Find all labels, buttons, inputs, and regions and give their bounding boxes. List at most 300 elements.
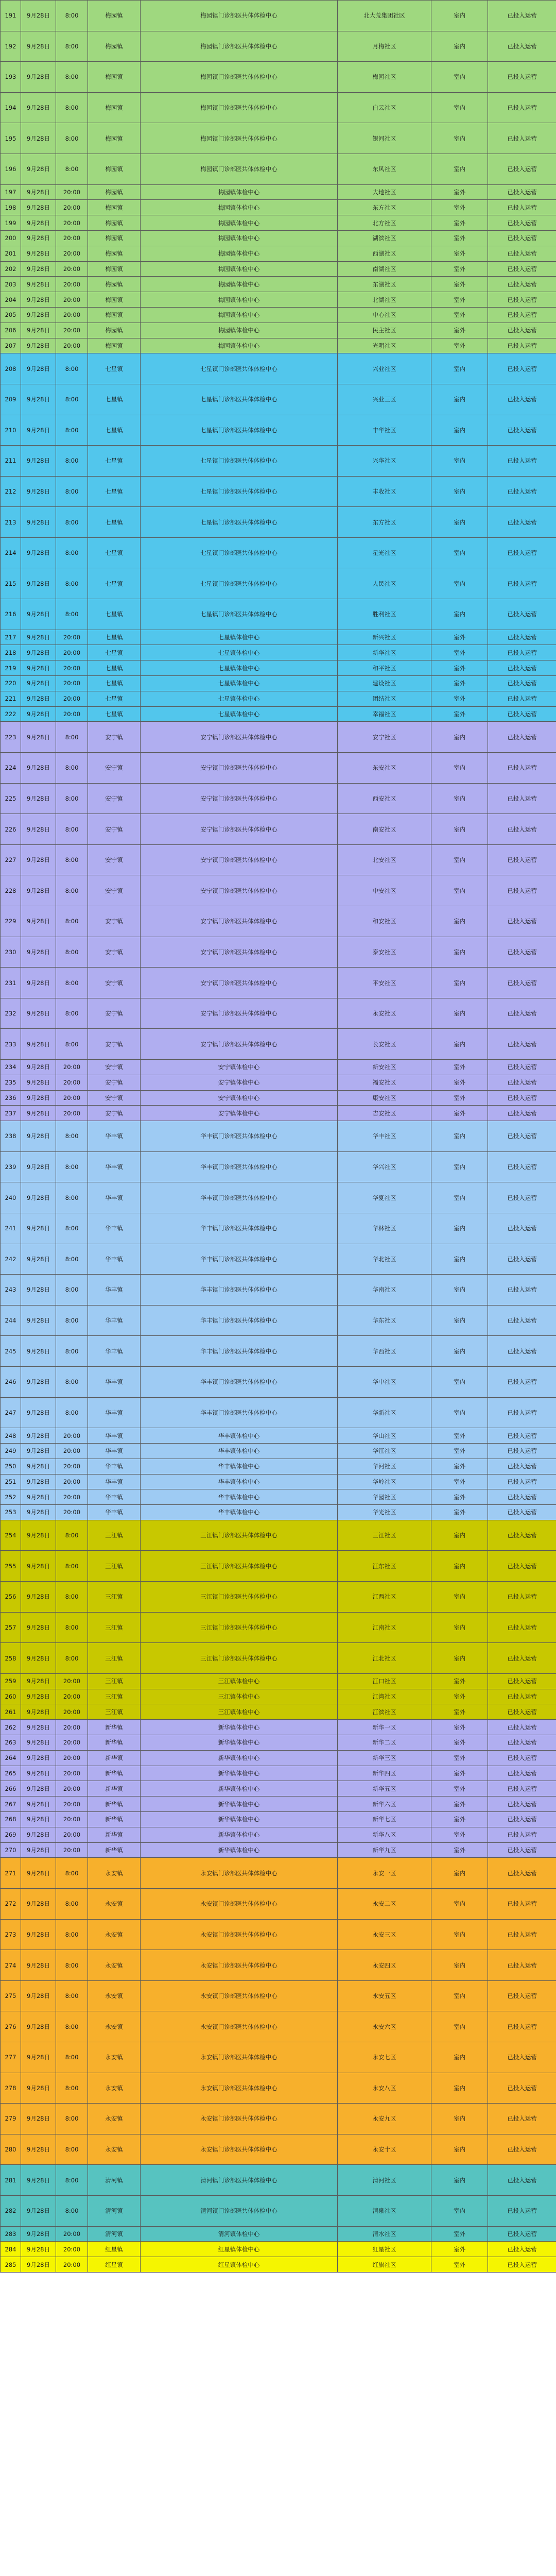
- status-cell: 已投入运营: [488, 1459, 556, 1474]
- point-cell: 华夏社区: [338, 1182, 431, 1213]
- time-cell: 20:00: [56, 338, 88, 353]
- date-cell: 9月28日: [21, 2011, 56, 2042]
- time-cell: 8:00: [56, 1919, 88, 1950]
- table-row: [1, 2011, 556, 2042]
- date-cell: 9月28日: [21, 2104, 56, 2134]
- status-cell: 已投入运营: [488, 1121, 556, 1152]
- row-number: 221: [1, 691, 21, 706]
- table-row: [1, 906, 556, 937]
- town-cell: 华丰镇: [88, 1366, 141, 1397]
- table-row: [1, 1336, 556, 1367]
- table-row: [1, 1075, 556, 1090]
- mark-cell: 室内: [431, 1520, 488, 1551]
- place-cell: 安宁镇门诊部医共体体检中心: [141, 844, 338, 875]
- town-cell: 安宁镇: [88, 1075, 141, 1090]
- status-cell: 已投入运营: [488, 1, 556, 31]
- time-cell: 8:00: [56, 1582, 88, 1613]
- mark-cell: 室外: [431, 2242, 488, 2257]
- mark-cell: 室内: [431, 2165, 488, 2196]
- table-row: [1, 2242, 556, 2257]
- mark-cell: 室内: [431, 353, 488, 384]
- date-cell: 9月28日: [21, 261, 56, 277]
- point-cell: 月梅社区: [338, 31, 431, 62]
- status-cell: 已投入运营: [488, 1980, 556, 2011]
- town-cell: 七星镇: [88, 476, 141, 507]
- table-row: [1, 844, 556, 875]
- status-cell: 已投入运营: [488, 875, 556, 906]
- place-cell: 安宁镇门诊部医共体体检中心: [141, 783, 338, 814]
- place-cell: 七星镇门诊部医共体体检中心: [141, 537, 338, 568]
- date-cell: 9月28日: [21, 1, 56, 31]
- town-cell: 新华镇: [88, 1735, 141, 1751]
- time-cell: 8:00: [56, 968, 88, 998]
- table-row: [1, 599, 556, 630]
- date-cell: 9月28日: [21, 1980, 56, 2011]
- date-cell: 9月28日: [21, 844, 56, 875]
- date-cell: 9月28日: [21, 630, 56, 645]
- status-cell: 已投入运营: [488, 2134, 556, 2165]
- town-cell: 清河镇: [88, 2195, 141, 2226]
- row-number: 248: [1, 1428, 21, 1444]
- row-number: 249: [1, 1443, 21, 1459]
- row-number: 282: [1, 2195, 21, 2226]
- place-cell: 华丰镇体检中心: [141, 1505, 338, 1520]
- point-cell: 华河社区: [338, 1459, 431, 1474]
- place-cell: 永安镇门诊部医共体体检中心: [141, 2011, 338, 2042]
- point-cell: 西安社区: [338, 783, 431, 814]
- mark-cell: 室内: [431, 2195, 488, 2226]
- row-number: 214: [1, 537, 21, 568]
- mark-cell: 室内: [431, 1029, 488, 1060]
- table-row: [1, 1121, 556, 1152]
- status-cell: 已投入运营: [488, 415, 556, 446]
- town-cell: 华丰镇: [88, 1182, 141, 1213]
- time-cell: 20:00: [56, 277, 88, 292]
- time-cell: 20:00: [56, 246, 88, 261]
- point-cell: 新兴社区: [338, 630, 431, 645]
- town-cell: 七星镇: [88, 691, 141, 706]
- town-cell: 永安镇: [88, 1889, 141, 1920]
- table-row: [1, 277, 556, 292]
- table-row: [1, 1090, 556, 1106]
- status-cell: 已投入运营: [488, 2073, 556, 2104]
- point-cell: 南湖社区: [338, 261, 431, 277]
- point-cell: 新华三区: [338, 1750, 431, 1766]
- mark-cell: 室外: [431, 1797, 488, 1812]
- mark-cell: 室外: [431, 645, 488, 660]
- status-cell: 已投入运营: [488, 1275, 556, 1306]
- date-cell: 9月28日: [21, 1612, 56, 1643]
- time-cell: 8:00: [56, 476, 88, 507]
- status-cell: 已投入运营: [488, 1366, 556, 1397]
- town-cell: 三江镇: [88, 1551, 141, 1582]
- place-cell: 七星镇体检中心: [141, 630, 338, 645]
- status-cell: 已投入运营: [488, 1950, 556, 1981]
- date-cell: 9月28日: [21, 1336, 56, 1367]
- date-cell: 9月28日: [21, 215, 56, 231]
- time-cell: 8:00: [56, 844, 88, 875]
- mark-cell: 室外: [431, 1750, 488, 1766]
- mark-cell: 室外: [431, 1489, 488, 1505]
- town-cell: 七星镇: [88, 676, 141, 691]
- row-number: 278: [1, 2073, 21, 2104]
- town-cell: 新华镇: [88, 1827, 141, 1842]
- point-cell: 兴业社区: [338, 353, 431, 384]
- date-cell: 9月28日: [21, 200, 56, 215]
- mark-cell: 室外: [431, 1781, 488, 1797]
- place-cell: 安宁镇门诊部医共体体检中心: [141, 1029, 338, 1060]
- table-row: [1, 2042, 556, 2073]
- table-row: [1, 1612, 556, 1643]
- mark-cell: 室外: [431, 1689, 488, 1704]
- table-row: [1, 1, 556, 31]
- town-cell: 安宁镇: [88, 1029, 141, 1060]
- town-cell: 梅园镇: [88, 338, 141, 353]
- row-number: 251: [1, 1474, 21, 1489]
- point-cell: 新安社区: [338, 1059, 431, 1075]
- date-cell: 9月28日: [21, 184, 56, 200]
- table-row: [1, 537, 556, 568]
- row-number: 196: [1, 154, 21, 184]
- row-number: 258: [1, 1643, 21, 1674]
- place-cell: 永安镇门诊部医共体体检中心: [141, 2104, 338, 2134]
- town-cell: 七星镇: [88, 706, 141, 722]
- point-cell: 华江社区: [338, 1443, 431, 1459]
- status-cell: 已投入运营: [488, 1443, 556, 1459]
- date-cell: 9月28日: [21, 507, 56, 538]
- place-cell: 新华镇体检中心: [141, 1812, 338, 1827]
- table-row: [1, 645, 556, 660]
- point-cell: 华新社区: [338, 1397, 431, 1428]
- time-cell: 20:00: [56, 1428, 88, 1444]
- status-cell: 已投入运营: [488, 92, 556, 123]
- status-cell: 已投入运营: [488, 62, 556, 93]
- date-cell: 9月28日: [21, 2226, 56, 2242]
- time-cell: 8:00: [56, 123, 88, 154]
- mark-cell: 室外: [431, 1704, 488, 1720]
- table-row: [1, 476, 556, 507]
- point-cell: 和安社区: [338, 906, 431, 937]
- mark-cell: 室外: [431, 292, 488, 308]
- town-cell: 新华镇: [88, 1750, 141, 1766]
- table-row: [1, 415, 556, 446]
- date-cell: 9月28日: [21, 2257, 56, 2273]
- status-cell: 已投入运营: [488, 2195, 556, 2226]
- point-cell: 永安一区: [338, 1858, 431, 1889]
- town-cell: 新华镇: [88, 1766, 141, 1781]
- date-cell: 9月28日: [21, 1275, 56, 1306]
- town-cell: 三江镇: [88, 1704, 141, 1720]
- town-cell: 华丰镇: [88, 1305, 141, 1336]
- date-cell: 9月28日: [21, 1428, 56, 1444]
- town-cell: 安宁镇: [88, 1090, 141, 1106]
- town-cell: 华丰镇: [88, 1459, 141, 1474]
- row-number: 264: [1, 1750, 21, 1766]
- town-cell: 华丰镇: [88, 1336, 141, 1367]
- time-cell: 8:00: [56, 1520, 88, 1551]
- place-cell: 梅园镇门诊部医共体体检中心: [141, 62, 338, 93]
- town-cell: 永安镇: [88, 1919, 141, 1950]
- place-cell: 七星镇体检中心: [141, 660, 338, 676]
- mark-cell: 室外: [431, 1090, 488, 1106]
- status-cell: 已投入运营: [488, 200, 556, 215]
- date-cell: 9月28日: [21, 353, 56, 384]
- mark-cell: 室外: [431, 706, 488, 722]
- time-cell: 20:00: [56, 645, 88, 660]
- town-cell: 梅园镇: [88, 62, 141, 93]
- date-cell: 9月28日: [21, 1797, 56, 1812]
- point-cell: 永安社区: [338, 998, 431, 1029]
- table-row: [1, 1151, 556, 1182]
- point-cell: 团结社区: [338, 691, 431, 706]
- table-row: [1, 1244, 556, 1275]
- mark-cell: 室内: [431, 92, 488, 123]
- date-cell: 9月28日: [21, 676, 56, 691]
- date-cell: 9月28日: [21, 62, 56, 93]
- town-cell: 华丰镇: [88, 1121, 141, 1152]
- time-cell: 8:00: [56, 875, 88, 906]
- town-cell: 新华镇: [88, 1781, 141, 1797]
- town-cell: 安宁镇: [88, 783, 141, 814]
- place-cell: 华丰镇门诊部医共体体检中心: [141, 1182, 338, 1213]
- time-cell: 8:00: [56, 568, 88, 599]
- date-cell: 9月28日: [21, 1842, 56, 1858]
- row-number: 231: [1, 968, 21, 998]
- place-cell: 安宁镇门诊部医共体体检中心: [141, 906, 338, 937]
- time-cell: 20:00: [56, 200, 88, 215]
- row-number: 226: [1, 814, 21, 845]
- date-cell: 9月28日: [21, 92, 56, 123]
- town-cell: 梅园镇: [88, 200, 141, 215]
- status-cell: 已投入运营: [488, 1781, 556, 1797]
- place-cell: 红星镇体检中心: [141, 2242, 338, 2257]
- point-cell: 新华九区: [338, 1842, 431, 1858]
- table-row: [1, 1980, 556, 2011]
- status-cell: 已投入运营: [488, 323, 556, 338]
- time-cell: 8:00: [56, 937, 88, 968]
- mark-cell: 室内: [431, 123, 488, 154]
- town-cell: 七星镇: [88, 660, 141, 676]
- table-row: [1, 292, 556, 308]
- town-cell: 梅园镇: [88, 230, 141, 246]
- time-cell: 20:00: [56, 691, 88, 706]
- point-cell: 民主社区: [338, 323, 431, 338]
- place-cell: 安宁镇体检中心: [141, 1106, 338, 1121]
- town-cell: 安宁镇: [88, 906, 141, 937]
- row-number: 284: [1, 2242, 21, 2257]
- date-cell: 9月28日: [21, 2165, 56, 2196]
- place-cell: 永安镇门诊部医共体体检中心: [141, 1858, 338, 1889]
- mark-cell: 室外: [431, 261, 488, 277]
- mark-cell: 室内: [431, 568, 488, 599]
- date-cell: 9月28日: [21, 292, 56, 308]
- point-cell: 新华四区: [338, 1766, 431, 1781]
- date-cell: 9月28日: [21, 968, 56, 998]
- time-cell: 20:00: [56, 2242, 88, 2257]
- point-cell: 华北社区: [338, 1244, 431, 1275]
- status-cell: 已投入运营: [488, 1704, 556, 1720]
- table-row: [1, 1520, 556, 1551]
- town-cell: 华丰镇: [88, 1443, 141, 1459]
- date-cell: 9月28日: [21, 1075, 56, 1090]
- row-number: 206: [1, 323, 21, 338]
- time-cell: 20:00: [56, 323, 88, 338]
- mark-cell: 室内: [431, 937, 488, 968]
- date-cell: 9月28日: [21, 753, 56, 784]
- row-number: 237: [1, 1106, 21, 1121]
- date-cell: 9月28日: [21, 1766, 56, 1781]
- point-cell: 白云社区: [338, 92, 431, 123]
- time-cell: 8:00: [56, 154, 88, 184]
- mark-cell: 室外: [431, 1459, 488, 1474]
- place-cell: 安宁镇体检中心: [141, 1059, 338, 1075]
- mark-cell: 室内: [431, 1151, 488, 1182]
- town-cell: 安宁镇: [88, 937, 141, 968]
- table-row: [1, 1766, 556, 1781]
- row-number: 230: [1, 937, 21, 968]
- mark-cell: 室外: [431, 1735, 488, 1751]
- row-number: 241: [1, 1213, 21, 1244]
- table-row: [1, 1858, 556, 1889]
- point-cell: 华南社区: [338, 1275, 431, 1306]
- place-cell: 清河镇体检中心: [141, 2226, 338, 2242]
- status-cell: 已投入运营: [488, 246, 556, 261]
- status-cell: 已投入运营: [488, 1090, 556, 1106]
- status-cell: 已投入运营: [488, 1735, 556, 1751]
- table-row: [1, 62, 556, 93]
- town-cell: 安宁镇: [88, 844, 141, 875]
- place-cell: 七星镇体检中心: [141, 645, 338, 660]
- date-cell: 9月28日: [21, 1889, 56, 1920]
- table-row: [1, 353, 556, 384]
- date-cell: 9月28日: [21, 1812, 56, 1827]
- row-number: 253: [1, 1505, 21, 1520]
- status-cell: 已投入运营: [488, 2257, 556, 2273]
- row-number: 285: [1, 2257, 21, 2273]
- table-row: [1, 676, 556, 691]
- status-cell: 已投入运营: [488, 1612, 556, 1643]
- place-cell: 梅园镇门诊部医共体体检中心: [141, 92, 338, 123]
- place-cell: 华丰镇体检中心: [141, 1459, 338, 1474]
- date-cell: 9月28日: [21, 446, 56, 477]
- place-cell: 华丰镇门诊部医共体体检中心: [141, 1213, 338, 1244]
- date-cell: 9月28日: [21, 645, 56, 660]
- place-cell: 七星镇门诊部医共体体检中心: [141, 384, 338, 415]
- row-number: 215: [1, 568, 21, 599]
- mark-cell: 室内: [431, 507, 488, 538]
- town-cell: 安宁镇: [88, 968, 141, 998]
- date-cell: 9月28日: [21, 230, 56, 246]
- place-cell: 七星镇门诊部医共体体检中心: [141, 507, 338, 538]
- time-cell: 20:00: [56, 2257, 88, 2273]
- status-cell: 已投入运营: [488, 814, 556, 845]
- time-cell: 20:00: [56, 1704, 88, 1720]
- point-cell: 永安五区: [338, 1980, 431, 2011]
- date-cell: 9月28日: [21, 31, 56, 62]
- row-number: 260: [1, 1689, 21, 1704]
- status-cell: 已投入运营: [488, 1244, 556, 1275]
- town-cell: 永安镇: [88, 2042, 141, 2073]
- row-number: 191: [1, 1, 21, 31]
- row-number: 242: [1, 1244, 21, 1275]
- time-cell: 8:00: [56, 599, 88, 630]
- point-cell: 清河社区: [338, 2165, 431, 2196]
- town-cell: 华丰镇: [88, 1275, 141, 1306]
- table-row: [1, 1689, 556, 1704]
- row-number: 220: [1, 676, 21, 691]
- row-number: 211: [1, 446, 21, 477]
- place-cell: 梅园镇体检中心: [141, 277, 338, 292]
- status-cell: 已投入运营: [488, 338, 556, 353]
- time-cell: 20:00: [56, 706, 88, 722]
- mark-cell: 室内: [431, 384, 488, 415]
- point-cell: 吉安社区: [338, 1106, 431, 1121]
- point-cell: 梅园社区: [338, 62, 431, 93]
- time-cell: 8:00: [56, 2134, 88, 2165]
- date-cell: 9月28日: [21, 1151, 56, 1182]
- table-row: [1, 1735, 556, 1751]
- town-cell: 新华镇: [88, 1842, 141, 1858]
- time-cell: 8:00: [56, 1980, 88, 2011]
- place-cell: 华丰镇门诊部医共体体检中心: [141, 1366, 338, 1397]
- place-cell: 梅园镇体检中心: [141, 200, 338, 215]
- time-cell: 20:00: [56, 1443, 88, 1459]
- point-cell: 新华社区: [338, 645, 431, 660]
- table-row: [1, 875, 556, 906]
- time-cell: 8:00: [56, 1, 88, 31]
- point-cell: 永安二区: [338, 1889, 431, 1920]
- place-cell: 华丰镇门诊部医共体体检中心: [141, 1305, 338, 1336]
- table-row: [1, 246, 556, 261]
- town-cell: 七星镇: [88, 415, 141, 446]
- mark-cell: 室内: [431, 2011, 488, 2042]
- date-cell: 9月28日: [21, 1643, 56, 1674]
- town-cell: 华丰镇: [88, 1474, 141, 1489]
- row-number: 255: [1, 1551, 21, 1582]
- time-cell: 8:00: [56, 92, 88, 123]
- town-cell: 梅园镇: [88, 123, 141, 154]
- place-cell: 七星镇门诊部医共体体检中心: [141, 353, 338, 384]
- status-cell: 已投入运营: [488, 691, 556, 706]
- town-cell: 安宁镇: [88, 875, 141, 906]
- point-cell: 建设社区: [338, 676, 431, 691]
- status-cell: 已投入运营: [488, 277, 556, 292]
- status-cell: 已投入运营: [488, 1305, 556, 1336]
- place-cell: 安宁镇门诊部医共体体检中心: [141, 875, 338, 906]
- town-cell: 七星镇: [88, 645, 141, 660]
- time-cell: 8:00: [56, 2195, 88, 2226]
- date-cell: 9月28日: [21, 415, 56, 446]
- place-cell: 新华镇体检中心: [141, 1750, 338, 1766]
- row-number: 250: [1, 1459, 21, 1474]
- row-number: 273: [1, 1919, 21, 1950]
- place-cell: 三江镇体检中心: [141, 1689, 338, 1704]
- row-number: 202: [1, 261, 21, 277]
- point-cell: 江东社区: [338, 1551, 431, 1582]
- place-cell: 七星镇门诊部医共体体检中心: [141, 446, 338, 477]
- status-cell: 已投入运营: [488, 783, 556, 814]
- mark-cell: 室内: [431, 1980, 488, 2011]
- row-number: 219: [1, 660, 21, 676]
- status-cell: 已投入运营: [488, 1812, 556, 1827]
- time-cell: 20:00: [56, 184, 88, 200]
- point-cell: 北湖社区: [338, 292, 431, 308]
- status-cell: 已投入运营: [488, 384, 556, 415]
- date-cell: 9月28日: [21, 123, 56, 154]
- town-cell: 三江镇: [88, 1643, 141, 1674]
- town-cell: 永安镇: [88, 2104, 141, 2134]
- table-row: [1, 2104, 556, 2134]
